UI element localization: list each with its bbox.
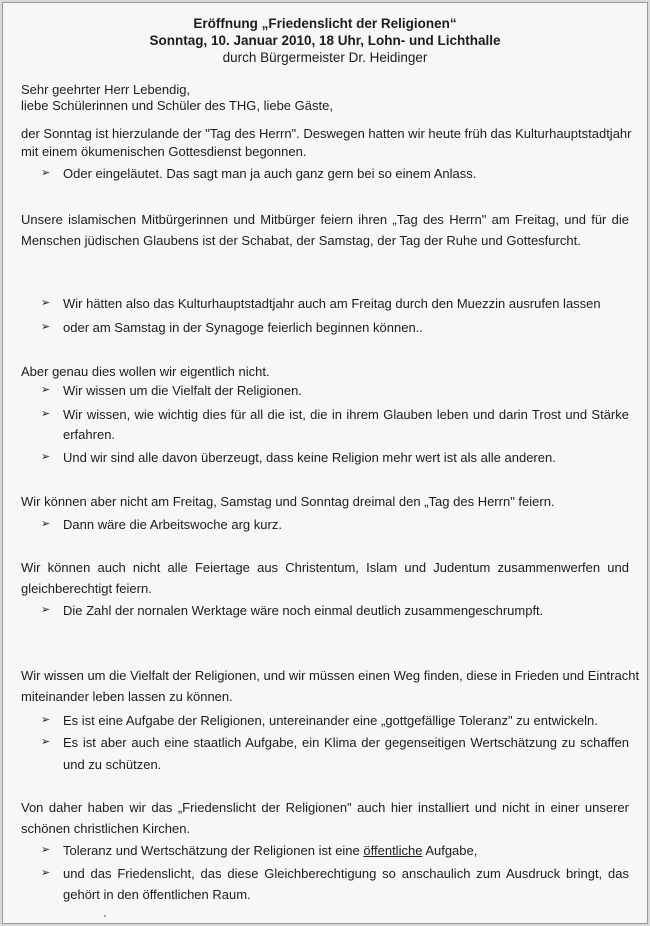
arrow-right-icon: ➢ bbox=[41, 408, 51, 420]
bullet-line: Wir wissen um die Vielfalt der Religionen. bbox=[63, 383, 302, 398]
bullet-line-continued: erfahren. bbox=[63, 427, 116, 442]
bullet-line: Und wir sind alle davon überzeugt, dass keine Religion mehr wert ist als alle anderen. bbox=[63, 450, 556, 465]
bullet-line: Es ist eine Aufgabe der Religionen, untereinander eine „gottgefällige Toleranz" zu entwickeln. bbox=[63, 713, 598, 728]
salutation-line: liebe Schülerinnen und Schüler des THG, liebe Gäste, bbox=[21, 98, 333, 113]
arrow-right-icon: ➢ bbox=[41, 451, 51, 463]
document-subtitle: durch Bürgermeister Dr. Heidinger bbox=[222, 50, 428, 65]
paragraph-line: Unsere islamischen Mitbürgerinnen und Mitbürger feiern ihren „Tag des Herrn" am Freitag, und für die bbox=[21, 212, 629, 227]
arrow-right-icon: ➢ bbox=[41, 297, 51, 309]
bullet-line-continued: gehört in den öffentlichen Raum. bbox=[63, 887, 251, 902]
bullet-line: Es ist aber auch eine staatlich Aufgabe, ein Klima der gegenseitigen Wertschätzung zu schaffen bbox=[63, 735, 629, 750]
paragraph-line: schönen christlichen Kirchen. bbox=[21, 821, 191, 836]
bullet-line: Wir hätten also das Kulturhauptstadtjahr auch am Freitag durch den Muezzin ausrufen lassen bbox=[63, 296, 601, 311]
paragraph-line: Wir können auch nicht alle Feiertage aus Christentum, Islam und Judentum zusammenwerfen und bbox=[21, 560, 629, 575]
salutation-line: Sehr geehrter Herr Lebendig, bbox=[21, 82, 191, 97]
document-title: Eröffnung „Friedenslicht der Religionen“ bbox=[193, 16, 457, 31]
paragraph-line: der Sonntag ist hierzulande der "Tag des Herrn". Deswegen hatten wir heute früh das Kulturhauptstadtjahr bbox=[21, 126, 632, 141]
arrow-right-icon: ➢ bbox=[41, 321, 51, 333]
arrow-right-icon: ➢ bbox=[41, 167, 51, 179]
bullet-line-toleranz bbox=[63, 844, 477, 857]
paragraph-line: Menschen jüdischen Glaubens ist der Schabat, der Samstag, der Tag der Ruhe und Gottesfurcht. bbox=[21, 233, 581, 248]
text-segment: Toleranz und Wertschätzung der Religionen ist eine bbox=[63, 843, 364, 858]
paragraph-line: miteinander leben lassen zu können. bbox=[21, 689, 233, 704]
bullet-line: und das Friedenslicht, das diese Gleichberechtigung so anschaulich zum Ausdruck bringt, das bbox=[63, 866, 629, 881]
arrow-right-icon: ➢ bbox=[41, 867, 51, 879]
underlined-word: öffentliche bbox=[363, 843, 423, 858]
arrow-right-icon: ➢ bbox=[41, 736, 51, 748]
bullet-line-continued: und zu schützen. bbox=[63, 757, 162, 772]
paragraph-line: gleichberechtigt feiern. bbox=[21, 581, 152, 596]
paragraph-line: Wir wissen um die Vielfalt der Religionen, und wir müssen einen Weg finden, diese in Frieden und Eintracht bbox=[21, 668, 640, 683]
bullet-line: Oder eingeläutet. Das sagt man ja auch ganz gern bei so einem Anlass. bbox=[63, 166, 477, 181]
document-title-date: Sonntag, 10. Januar 2010, 18 Uhr, Lohn- und Lichthalle bbox=[149, 33, 501, 48]
bullet-line: oder am Samstag in der Synagoge feierlich beginnen können.. bbox=[63, 320, 423, 335]
paragraph-line: Aber genau dies wollen wir eigentlich nicht. bbox=[21, 364, 270, 379]
arrow-right-icon: ➢ bbox=[41, 604, 51, 616]
paragraph-line: Von daher haben wir das „Friedenslicht der Religionen" auch hier installiert und nicht in einer unserer bbox=[21, 800, 629, 815]
paragraph-line: Wir können aber nicht am Freitag, Samstag und Sonntag dreimal den „Tag des Herrn" feiern. bbox=[21, 494, 555, 509]
bullet-line: Die Zahl der nornalen Werktage wäre noch einmal deutlich zusammengeschrumpft. bbox=[63, 603, 544, 618]
bullet-line: Wir wissen, wie wichtig dies für all die ist, die in ihrem Glauben leben und darin Trost und Stärke bbox=[63, 407, 629, 422]
arrow-right-icon: ➢ bbox=[41, 844, 51, 856]
arrow-right-icon: ➢ bbox=[41, 714, 51, 726]
arrow-right-icon: ➢ bbox=[41, 518, 51, 530]
arrow-right-icon: ➢ bbox=[41, 384, 51, 396]
text-segment: Aufgabe, bbox=[422, 843, 478, 858]
scan-speck bbox=[104, 915, 106, 917]
document-page bbox=[2, 2, 648, 924]
paragraph-line: mit einem ökumenischen Gottesdienst begonnen. bbox=[21, 144, 307, 159]
bullet-line: Dann wäre die Arbeitswoche arg kurz. bbox=[63, 517, 282, 532]
